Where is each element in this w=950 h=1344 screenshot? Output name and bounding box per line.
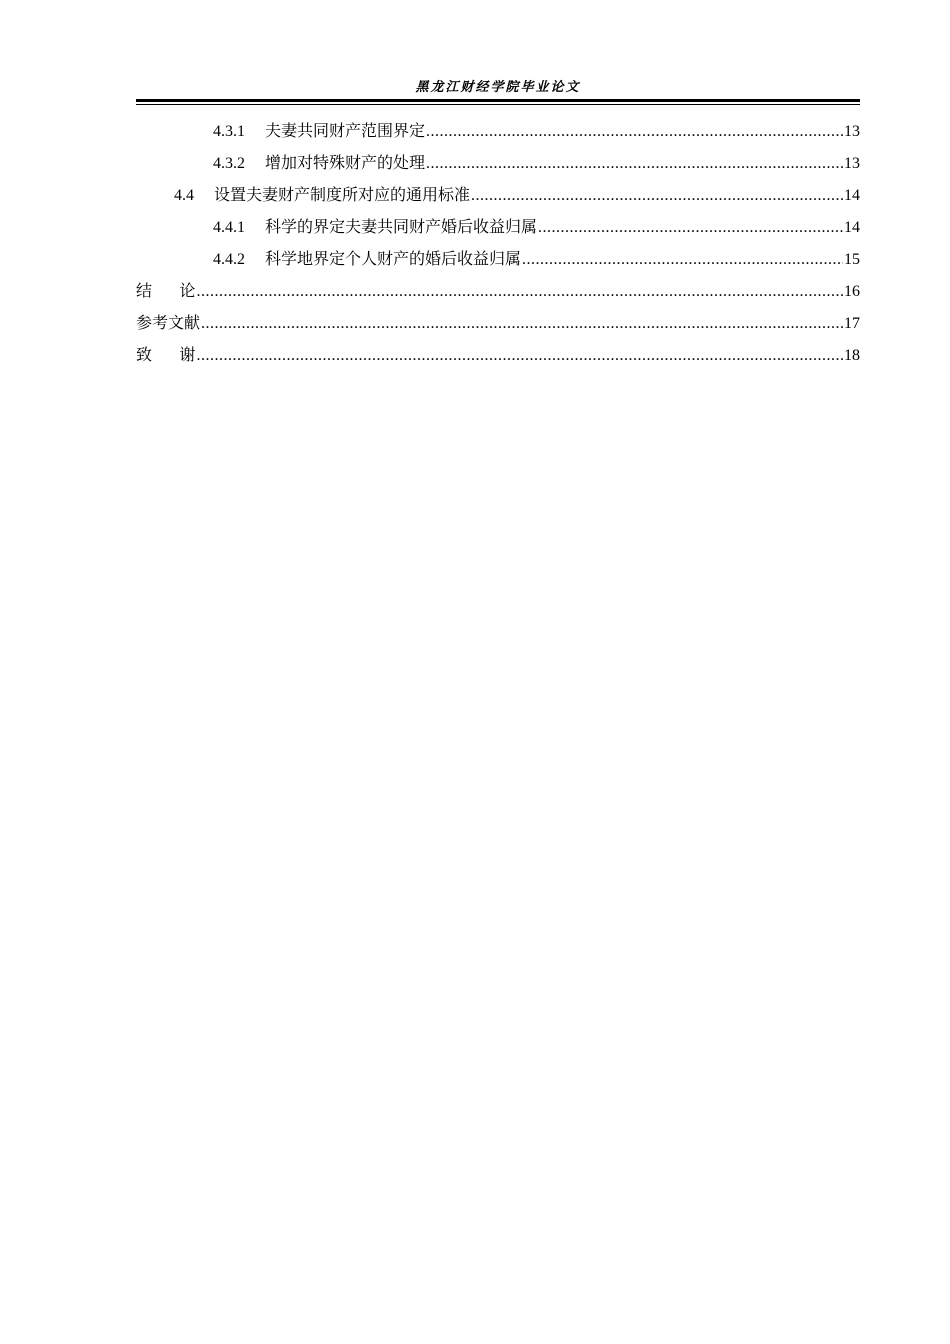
toc-entry-4-4[interactable]	[136, 179, 860, 211]
toc-entry-acknowledgements[interactable]	[136, 339, 860, 371]
toc-entry-title: 科学地界定个人财产的婚后收益归属	[265, 249, 522, 268]
dot-leader	[196, 276, 843, 308]
dot-leader	[426, 116, 843, 148]
toc-entry-number: 4.3.2	[213, 155, 245, 172]
dot-leader	[426, 148, 843, 180]
toc-entry-title-part-a: 致	[136, 345, 153, 364]
toc-entry-title: 参考文献	[136, 313, 201, 332]
toc-entry-page: 18	[844, 347, 860, 364]
header-rule-thin	[136, 104, 860, 105]
toc-entry-title: 夫妻共同财产范围界定	[265, 121, 426, 140]
dot-leader	[201, 308, 843, 340]
toc-entry-title: 设置夫妻财产制度所对应的通用标准	[214, 185, 471, 204]
toc-entry-title: 增加对特殊财产的处理	[265, 153, 426, 172]
dot-leader	[196, 340, 843, 372]
toc-entry-4-4-1[interactable]	[136, 211, 860, 243]
toc-entry-page: 14	[844, 187, 860, 204]
toc-entry-title: 科学的界定夫妻共同财产婚后收益归属	[265, 217, 538, 236]
toc-entry-page: 14	[844, 219, 860, 236]
toc-entry-number: 4.4.1	[213, 219, 245, 236]
toc-entry-title-part-a: 结	[136, 281, 153, 300]
header-rule-thick	[136, 99, 860, 102]
toc-entry-conclusion[interactable]	[136, 275, 860, 307]
toc-entry-references[interactable]	[136, 307, 860, 339]
toc-entry-number: 4.4.2	[213, 251, 245, 268]
running-header: 黑龙江财经学院毕业论文	[415, 80, 581, 95]
toc-entry-number: 4.3.1	[213, 123, 245, 140]
toc-entry-page: 16	[844, 283, 860, 300]
toc-entry-title-part-b: 论	[179, 281, 196, 300]
dot-leader	[471, 180, 843, 212]
toc-entry-page: 13	[844, 123, 860, 140]
toc-entry-4-3-2[interactable]	[136, 147, 860, 179]
toc-entry-title-part-b: 谢	[179, 345, 196, 364]
table-of-contents	[136, 115, 860, 371]
dot-leader	[538, 212, 843, 244]
toc-entry-number: 4.4	[174, 187, 194, 204]
toc-entry-4-3-1[interactable]	[136, 115, 860, 147]
toc-entry-page: 15	[844, 251, 860, 268]
toc-entry-page: 17	[844, 315, 860, 332]
toc-entry-4-4-2[interactable]	[136, 243, 860, 275]
toc-entry-page: 13	[844, 155, 860, 172]
dot-leader	[522, 244, 843, 276]
